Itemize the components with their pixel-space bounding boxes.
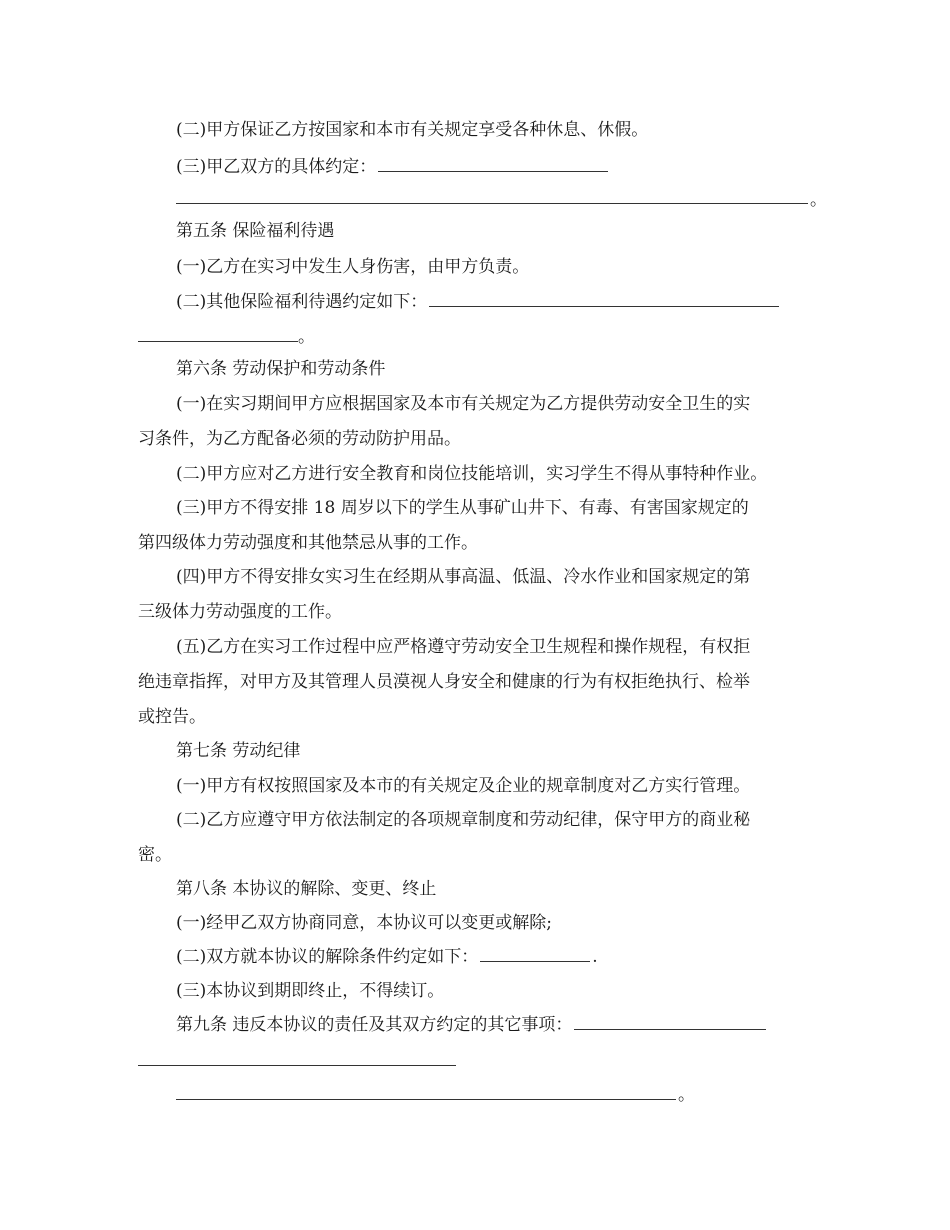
fill-blank-line[interactable] [138, 1065, 456, 1066]
clause-9-label: 第九条 违反本协议的责任及其双方约定的其它事项： [176, 1015, 573, 1035]
clause-6-item-1-line-1: (一)在实习期间甲方应根据国家及本市有关规定为乙方提供劳动安全卫生的实 [176, 394, 751, 414]
period-mark: 。 [810, 190, 827, 210]
clause-4-item-3-label: (三)甲乙双方的具体约定： [176, 157, 377, 177]
clause-7-heading: 第七条 劳动纪律 [176, 741, 301, 761]
clause-6-item-2: (二)甲方应对乙方进行安全教育和岗位技能培训，实习学生不得从事特种作业。 [176, 464, 768, 484]
clause-6-item-1-line-2: 习条件，为乙方配备必须的劳动防护用品。 [138, 429, 461, 449]
clause-6-heading: 第六条 劳动保护和劳动条件 [176, 359, 386, 379]
clause-7-item-2-line-2: 密。 [138, 845, 172, 865]
period-mark: 。 [298, 327, 315, 347]
clause-5-item-1: (一)乙方在实习中发生人身伤害，由甲方负责。 [176, 257, 530, 277]
clause-6-item-5-line-2: 绝违章指挥，对甲方及其管理人员漠视人身安全和健康的行为有权拒绝执行、检举 [138, 672, 750, 692]
clause-5-item-2 [176, 291, 818, 313]
fill-blank-line[interactable] [176, 1099, 676, 1100]
clause-8-item-1: (一)经甲乙双方协商同意，本协议可以变更或解除; [176, 913, 552, 933]
fill-blank-line[interactable] [138, 341, 298, 342]
clause-6-item-3-line-2: 第四级体力劳动强度和其他禁忌从事的工作。 [138, 533, 478, 553]
clause-9-heading [176, 1014, 818, 1036]
clause-8-item-3: (三)本协议到期即终止，不得续订。 [176, 981, 445, 1001]
clause-6-item-4-line-2: 三级体力劳动强度的工作。 [138, 602, 342, 622]
fill-blank-line[interactable] [176, 203, 808, 204]
fill-blank[interactable] [429, 291, 779, 307]
clause-4-item-3 [176, 156, 818, 178]
clause-7-item-1: (一)甲方有权按照国家及本市的有关规定及企业的规章制度对乙方实行管理。 [176, 776, 751, 796]
clause-8-item-2 [176, 946, 818, 968]
clause-6-item-3-line-1: (三)甲方不得安排 18 周岁以下的学生从事矿山井下、有毒、有害国家规定的 [176, 498, 749, 518]
clause-4-item-2: (二)甲方保证乙方按国家和本市有关规定享受各种休息、休假。 [176, 120, 649, 140]
clause-5-heading: 第五条 保险福利待遇 [176, 221, 335, 241]
clause-8-item-2-label: (二)双方就本协议的解除条件约定如下： [176, 947, 479, 967]
clause-6-item-4-line-1: (四)甲方不得安排女实习生在经期从事高温、低温、冷水作业和国家规定的第 [176, 567, 751, 587]
period-mark: . [592, 947, 598, 967]
fill-blank[interactable] [378, 156, 608, 172]
fill-blank[interactable] [480, 946, 590, 962]
clause-6-item-5-line-3: 或控告。 [138, 707, 206, 727]
clause-8-heading: 第八条 本协议的解除、变更、终止 [176, 879, 437, 899]
period-mark: 。 [678, 1085, 695, 1105]
clause-5-item-2-label: (二)其他保险福利待遇约定如下： [176, 292, 428, 312]
clause-6-item-5-line-1: (五)乙方在实习工作过程中应严格遵守劳动安全卫生规程和操作规程，有权拒 [176, 637, 751, 657]
clause-7-item-2-line-1: (二)乙方应遵守甲方依法制定的各项规章制度和劳动纪律，保守甲方的商业秘 [176, 810, 751, 830]
fill-blank[interactable] [574, 1014, 766, 1030]
